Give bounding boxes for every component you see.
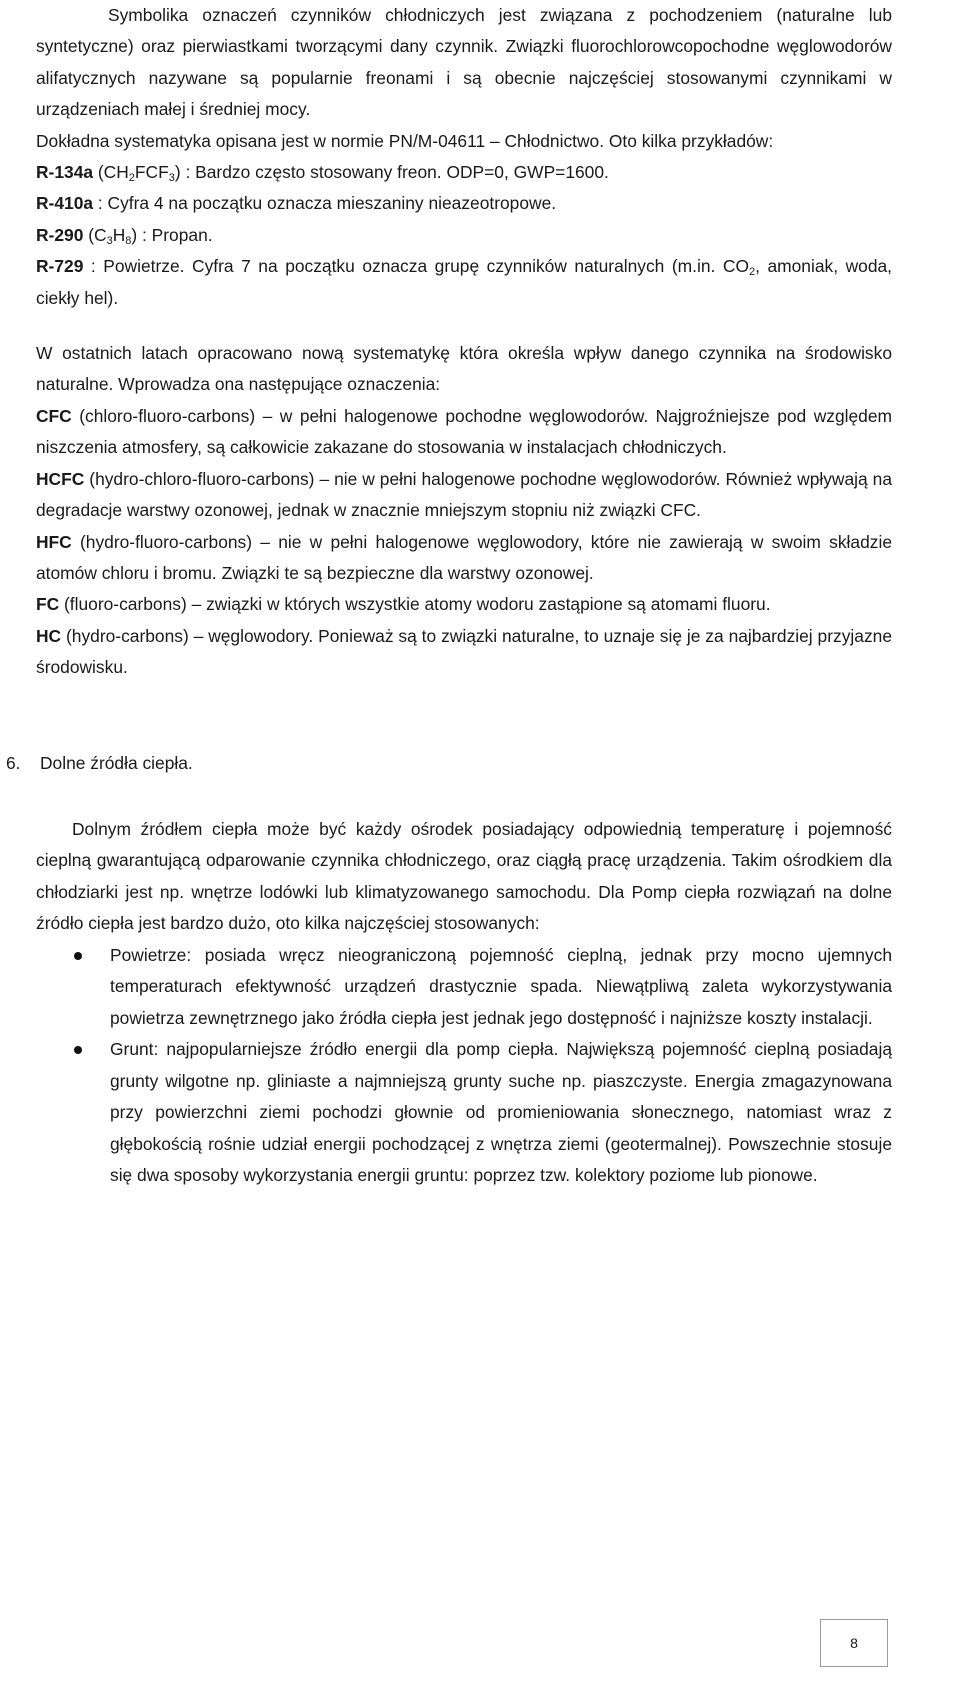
example-text: : Powietrze. Cyfra 7 na początku oznacza grupę czynników naturalnych (m.in. CO: [83, 256, 749, 277]
definition-text: (hydro-carbons) – węglowodory. Ponieważ są to związki naturalne, to uznaje się je za najbardziej przyjazne środowisku.: [36, 625, 892, 678]
bullet-icon: [74, 1046, 82, 1054]
definition-hc: [36, 621, 892, 684]
section-heading: [6, 748, 862, 778]
example-text: : Cyfra 4 na początku oznacza mieszaniny nieazeotropowe.: [93, 193, 557, 214]
example-text: (C: [83, 224, 107, 245]
systematics-intro: W ostatnich latach opracowano nową systematykę która określa wpływ danego czynnika na środowisko naturalne. Wprowadza ona następujące oznaczenia:: [36, 343, 892, 395]
list-item-air: [36, 940, 892, 1035]
subscript: 3: [168, 172, 175, 185]
definition-code: HCFC: [36, 468, 85, 489]
section-paragraph: Dolnym źródłem ciepła może być każdy ośrodek posiadający odpowiednią temperaturę i pojemność cieplną gwarantującą odparowanie czynnika chłodniczego, oraz ciągłą pracę urządzenia. Takim ośrodkiem dla chłodziarki jest np. wnętrze lodówki lub klimatyzowanego samochodu. Dla Pomp ciepła rozwiązań na dolne źródło ciepła jest bardzo dużo, oto kilka najczęściej stosowanych:: [36, 818, 892, 934]
standard-paragraph: Dokładna systematyka opisana jest w normie PN/M-04611 – Chłodnictwo. Oto kilka przykładów:: [36, 130, 774, 151]
example-code: R-290: [36, 224, 84, 245]
list-item-text: Powietrze: posiada wręcz nieograniczoną pojemność cieplną, jednak przy mocno ujemnych temperaturach efektywność urządzeń drastycznie spada. Niewątpliwą zaleta wykorzystywania powietrza zewnętrznego jako źródła ciepła jest jednak jego dostępność i najniższe koszty instalacji.: [110, 944, 892, 1028]
section-number: 6.: [6, 752, 21, 773]
example-code: R-134a: [36, 162, 94, 183]
list-item-ground: [36, 1034, 892, 1192]
page-number: 8: [820, 1619, 888, 1667]
example-r410a: [36, 188, 892, 219]
definition-text: (chloro-fluoro-carbons) – w pełni halogenowe pochodne węglowodorów. Najgroźniejsze pod względem niszczenia atmosfery, są całkowicie zakazane do stosowania w instalacjach chłodniczych.: [36, 405, 892, 458]
definition-text: (hydro-fluoro-carbons) – nie w pełni halogenowe węglowodory, które nie zawierają w swoim składzie atomów chloru i bromu. Związki te są bezpieczne dla warstwy ozonowej.: [36, 531, 892, 583]
definition-hfc: [36, 527, 892, 590]
example-text: , amoniak, woda, ciekły hel).: [36, 256, 892, 308]
example-r729: [36, 251, 892, 314]
subscript: 2: [128, 172, 135, 185]
bullet-icon: [74, 952, 82, 960]
example-text: ) : Propan.: [131, 224, 213, 245]
list-item-text: Grunt: najpopularniejsze źródło energii dla pomp ciepła. Największą pojemność cieplną posiadają grunty wilgotne np. gliniaste a najmniejszą grunty suche np. piaszczyste. Energia zmagazynowana przy powierzchni ziemi pochodzi głownie od promieniowania słonecznego, natomiast wraz z głębokością rośnie udział energii pochodzącej z wnętrza ziemi (geotermalnej). Powszechnie stosuje się dwa sposoby wykorzystania energii gruntu: poprzez tzw. kolektory poziome lub pionowe.: [110, 1039, 892, 1186]
example-code: R-729: [36, 256, 84, 277]
subscript: 2: [748, 266, 756, 279]
intro-paragraph: Symbolika oznaczeń czynników chłodniczych jest związana z pochodzeniem (naturalne lub syntetyczne) oraz pierwiastkami tworzącymi dany czynnik. Związki fluorochlorowcopochodne węglowodorów alifatycznych nazywane są popularnie freonami i są obecnie najczęściej stosowanymi czynnikami w urządzeniach małej i średniej mocy.: [36, 5, 892, 120]
definition-code: CFC: [36, 405, 72, 426]
subscript: 8: [125, 234, 132, 247]
definition-code: HFC: [36, 531, 72, 552]
heat-source-list: [36, 940, 892, 1192]
example-code: R-410a: [36, 193, 94, 214]
example-r134a: [36, 157, 892, 188]
definition-cfc: [36, 401, 892, 464]
example-text: ) : Bardzo często stosowany freon. ODP=0, GWP=1600.: [174, 162, 609, 183]
example-text: (CH: [93, 162, 129, 183]
example-text: H: [112, 224, 126, 245]
section-title: Dolne źródła ciepła.: [40, 752, 193, 773]
example-r290: [36, 220, 892, 251]
subscript: 3: [106, 234, 113, 247]
definition-code: HC: [36, 625, 62, 646]
definition-text: (hydro-chloro-fluoro-carbons) – nie w pełni halogenowe pochodne węglowodorów. Również wpływają na degradacje warstwy ozonowej, jednak w znacznie mniejszym stopniu niż związki CFC.: [36, 468, 892, 521]
definition-text: (fluoro-carbons) – związki w których wszystkie atomy wodoru zastąpione są atomami fluoru.: [59, 594, 771, 615]
definition-fc: [36, 589, 892, 620]
definition-hcfc: [36, 464, 892, 527]
refrigerant-examples: [36, 157, 892, 314]
definition-code: FC: [36, 594, 60, 615]
document-page: [6, 0, 892, 1192]
systematics-list: [36, 401, 892, 684]
example-text: FCF: [134, 162, 169, 183]
